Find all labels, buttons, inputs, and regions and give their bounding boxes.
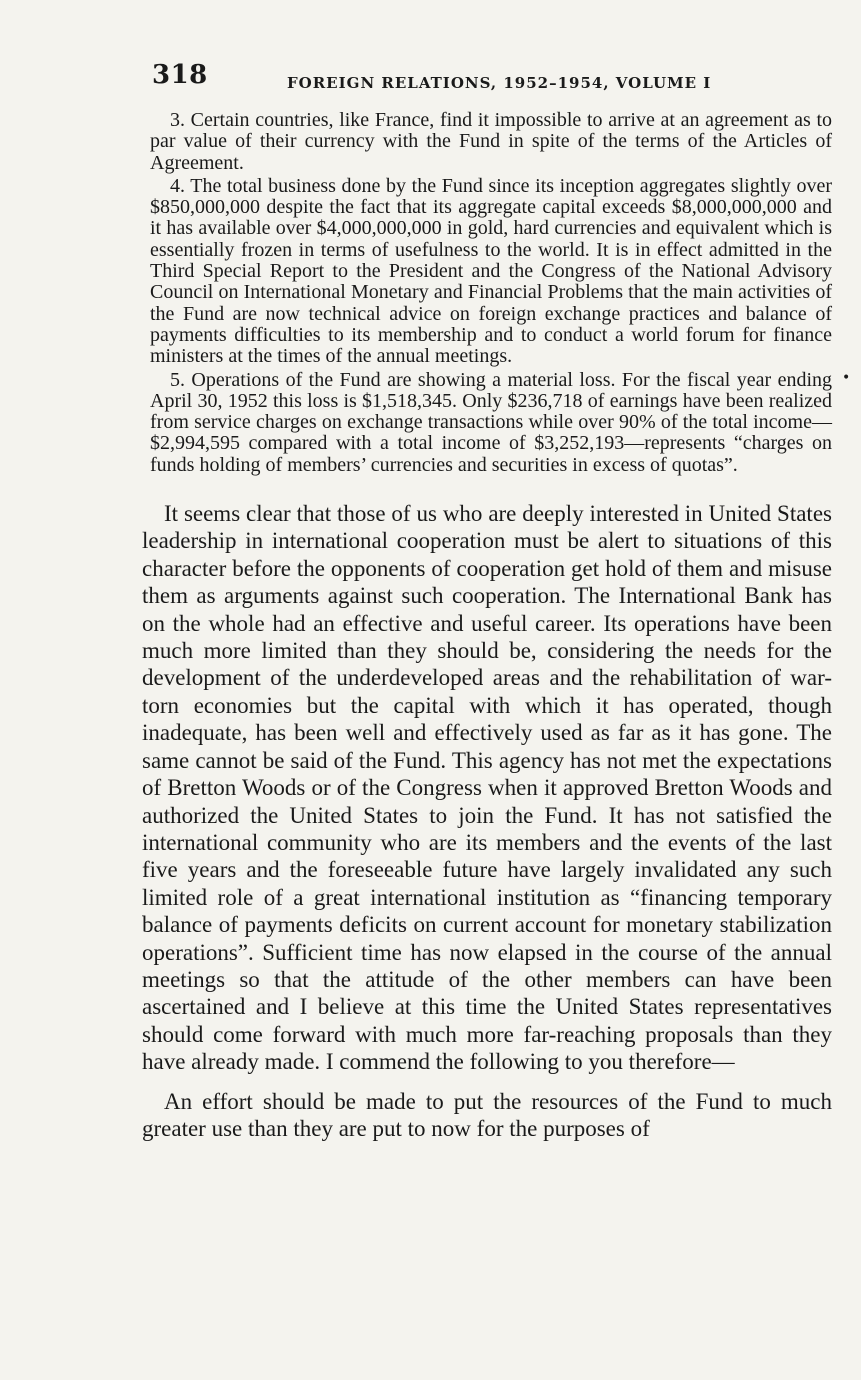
page-number: 318 xyxy=(152,60,208,90)
running-head: FOREIGN RELATIONS, 1952–1954, VOLUME I xyxy=(287,74,712,92)
paragraph-continuation: An effort should be made to put the resources of the Fund to much greater use than they are put to now for the purposes of xyxy=(142,1088,832,1141)
numbered-item-5: 5. Operations of the Fund are showing a material loss. For the fiscal year ending April 30, 1952 this loss is $1,518,345. Only $236,718 of earnings have been realized from service charges on exchange transactions while over 90% of the total income—$2,994,595 compared with a total income of $3,252,193—represents “charges on funds holding of members’ currencies and securities in excess of quotas”. xyxy=(150,368,832,476)
body-text xyxy=(142,110,832,1142)
numbered-item-3: 3. Certain countries, like France, find it impossible to arrive at an agreement as to par value of their currency with the Fund in spite of the terms of the Articles of Agreement. xyxy=(150,109,832,174)
margin-mark: • xyxy=(842,370,851,386)
numbered-item-4: 4. The total business done by the Fund since its inception aggregates slightly over $850,000,000 despite the fact that its aggregate capital exceeds $8,000,000,000 and it has available over $4,000,000,000 in gold, hard currencies and equivalent which is essentially frozen in terms of usefulness to the world. It is in effect admitted in the Third Special Report to the President and the Congress of the National Advisory Council on International Monetary and Financial Problems that the main activities of the Fund are now technical advice on foreign exchange practices and balance of payments difficulties to its membership and to conduct a world forum for finance ministers at the times of the annual meetings. xyxy=(150,174,832,368)
page-header xyxy=(152,60,712,100)
paragraph-main: It seems clear that those of us who are deeply interested in United States leadership in international cooperation must be alert to situations of this character before the opponents of cooperation get hold of them and misuse them as arguments against such cooperation. The International Bank has on the whole had an effective and useful career. Its operations have been much more limited than they should be, considering the needs for the development of the underdeveloped areas and the rehabilitation of war-torn economies but the capital with which it has operated, though inadequate, has been well and effectively used as far as it has gone. The same cannot be said of the Fund. This agency has not met the expectations of Bretton Woods or of the Congress when it approved Bretton Woods and authorized the United States to join the Fund. It has not satisfied the international community who are its members and the events of the last five years and the foreseeable future have largely invalidated any such limited role of a great international institution as “financing temporary balance of payments deficits on current account for monetary stabilization operations”. Sufficient time has now elapsed in the course of the annual meetings so that the attitude of the other members can have been ascertained and I believe at this time the United States representatives should come forward with much more far-reaching proposals than they have already made. I commend the following to you therefore— xyxy=(142,501,832,1075)
